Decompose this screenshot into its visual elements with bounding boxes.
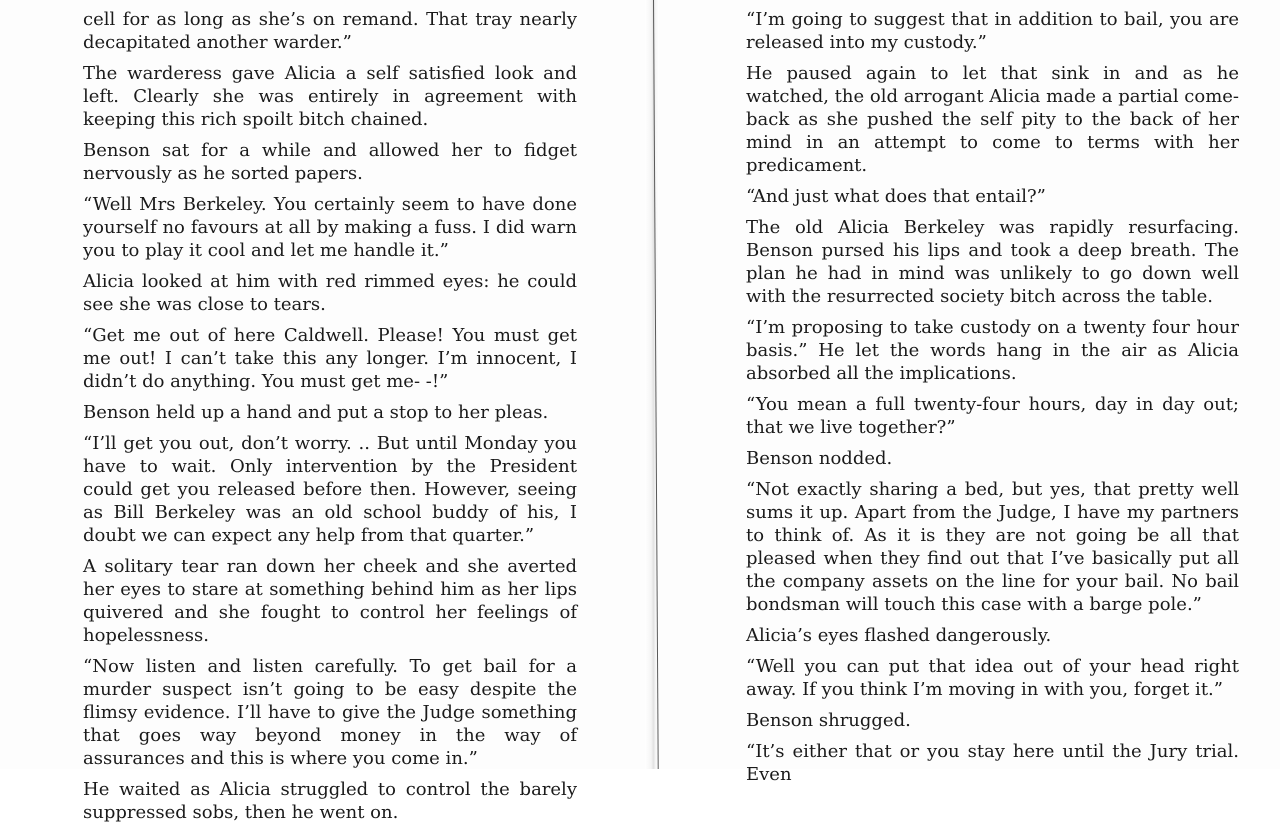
paragraph: “And just what does that entail?” — [746, 186, 1046, 207]
paragraph: “Well Mrs Berkeley. You certainly seem to have done yourself no favours at all by making a fuss. I did warn you to play it cool and let me handle it.” — [83, 194, 577, 261]
paragraph: Benson sat for a while and allowed her to fidget nervously as he sorted papers. — [83, 140, 577, 184]
paragraph: cell for as long as she’s on remand. That tray nearly decapitated another warder.” — [83, 9, 577, 53]
paragraph: “Now listen and listen carefully. To get bail for a murder suspect isn’t going to be easy despite the flimsy evidence. I’ll have to give the Judge something that goes way beyond money in the way of assurances and this is where you come in.” — [83, 656, 577, 769]
paragraph: “Not exactly sharing a bed, but yes, that pretty well sums it up. Apart from the Judge, I have my partners to think of. As it is they are not going be all that pleased when they find out that I’ve basically put all the company assets on the line for your bail. No bail bondsman will touch this case with a barge pole.” — [746, 479, 1239, 615]
paragraph: Alicia’s eyes flashed dangerously. — [746, 625, 1052, 646]
paragraph: “You mean a full twenty-four hours, day in day out; that we live together?” — [746, 394, 1239, 438]
paragraph: “It’s either that or you stay here until the Jury trial. Even — [746, 741, 1239, 785]
right-page — [746, 8, 1239, 794]
paragraph: Benson shrugged. — [746, 710, 911, 731]
paragraph: “I’m going to suggest that in addition to bail, you are released into my custody.” — [746, 9, 1239, 53]
paragraph: “Get me out of here Caldwell. Please! You must get me out! I can’t take this any longer. I’m innocent, I didn’t do anything. You must get me- -!” — [83, 325, 577, 392]
paragraph: He waited as Alicia struggled to control the barely suppressed sobs, then he went on. — [83, 779, 577, 823]
paragraph: “I’ll get you out, don’t worry. .. But until Monday you have to wait. Only intervention by the President could get you released before then. However, seeing as Bill Berkeley was an old school buddy of his, I doubt we can expect any help from that quarter.” — [83, 433, 577, 546]
paragraph: The warderess gave Alicia a self satisfied look and left. Clearly she was entirely in agreement with keeping this rich spoilt bitch chained. — [83, 63, 577, 130]
paragraph: He paused again to let that sink in and as he watched, the old arrogant Alicia made a partial come-back as she pushed the self pity to the back of her mind in an attempt to come to terms with her predicament. — [746, 63, 1240, 176]
paragraph: Benson held up a hand and put a stop to her pleas. — [83, 402, 549, 423]
paragraph: “Well you can put that idea out of your head right away. If you think I’m moving in with you, forget it.” — [746, 656, 1239, 700]
paragraph: The old Alicia Berkeley was rapidly resurfacing. Benson pursed his lips and took a deep breath. The plan he had in mind was unlikely to go down well with the resurrected society bitch across the table. — [746, 217, 1239, 307]
paragraph: Benson nodded. — [746, 448, 893, 469]
paragraph: A solitary tear ran down her cheek and she averted her eyes to stare at something behind him as her lips quivered and she fought to control her feelings of hopelessness. — [83, 556, 577, 646]
paragraph: “I’m proposing to take custody on a twenty four hour basis.” He let the words hang in the air as Alicia absorbed all the implications. — [746, 317, 1239, 384]
left-page — [83, 8, 577, 832]
paragraph: Alicia looked at him with red rimmed eyes: he could see she was close to tears. — [83, 271, 577, 315]
